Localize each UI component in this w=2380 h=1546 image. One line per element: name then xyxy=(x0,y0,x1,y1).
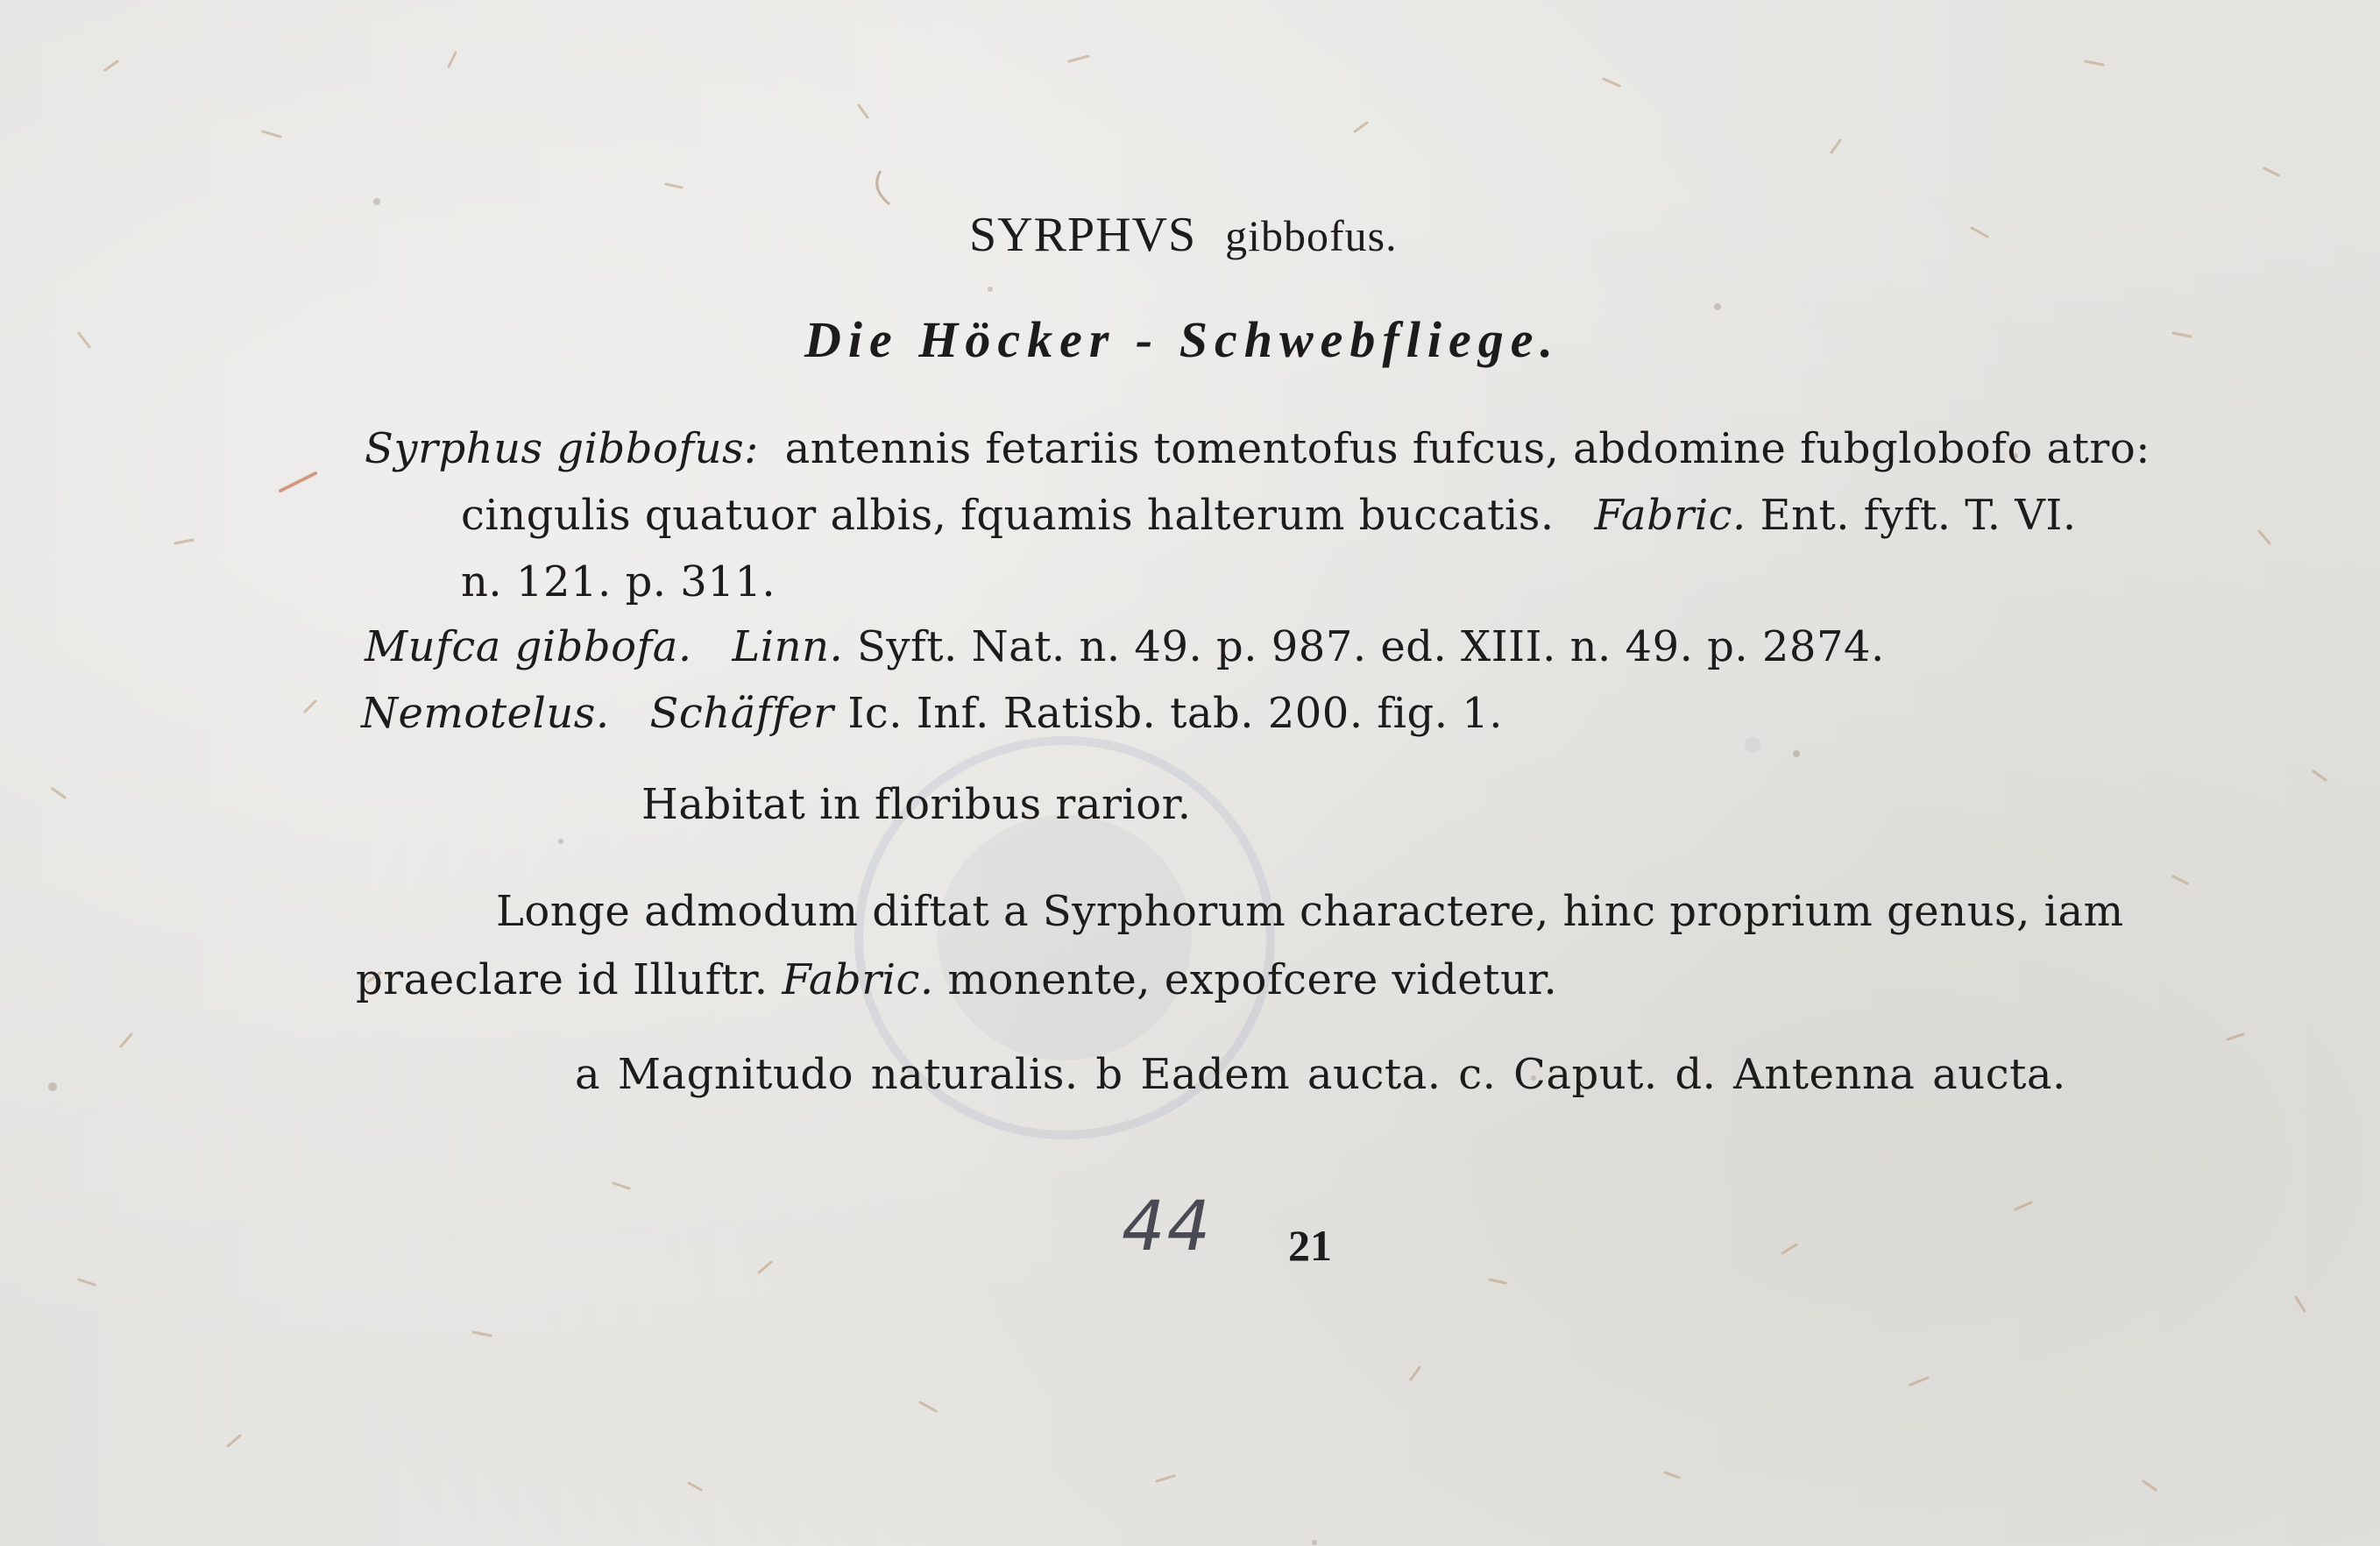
remark-text-2a: praeclare id Illuftr. xyxy=(356,955,769,1004)
description-text-1: antennis fetariis tomentofus fufcus, abdomine fubglobofo atro: xyxy=(784,424,2150,473)
species-name: Syrphus gibbofus: xyxy=(365,424,759,473)
remark-author: Fabric. xyxy=(782,955,934,1004)
description-text-2a: cingulis quatuor albis, fquamis halterum buccatis. xyxy=(461,491,1555,540)
author-fabricius: Fabric. xyxy=(1594,491,1746,540)
synonym-2 xyxy=(361,689,1503,738)
synonym-1-author: Linn. xyxy=(732,622,844,671)
description-line-2 xyxy=(461,491,2077,540)
library-stamp-center xyxy=(938,815,1192,1060)
description-line-3: n. 121. p. 311. xyxy=(461,557,776,606)
remark-text-2b: monente, expofcere videtur. xyxy=(947,955,1558,1004)
description-line-1 xyxy=(365,424,2150,473)
remark-line-2 xyxy=(356,955,1557,1004)
page-number: 21 xyxy=(1288,1221,1332,1270)
synonym-1-name: Mufca gibbofa. xyxy=(365,622,692,671)
handwritten-number: 44 xyxy=(1122,1188,1213,1266)
remark-line-1: Longe admodum diftat a Syrphorum charactere, hinc proprium genus, iam xyxy=(496,887,2124,936)
synonym-2-name: Nemotelus. xyxy=(361,689,610,738)
synonym-2-ref: Ic. Inf. Ratisb. tab. 200. fig. 1. xyxy=(847,689,1504,738)
synonym-1 xyxy=(365,622,1885,671)
synonym-2-author: Schäffer xyxy=(649,689,834,738)
description-text-2b: Ent. fyft. T. VI. xyxy=(1760,491,2077,540)
figure-legend: a Magnitudo naturalis. b Eadem aucta. c. Caput. d. Antenna aucta. xyxy=(575,1050,2066,1099)
title-species: gibbofus. xyxy=(1225,211,1398,260)
page-subtitle: Die Höcker - Schwebfliege. xyxy=(804,311,1560,368)
title-genus: SYRPHVS xyxy=(969,208,1197,262)
page-title xyxy=(969,210,1398,260)
habitat-line: Habitat in floribus rarior. xyxy=(641,780,1192,829)
synonym-1-ref: Syft. Nat. n. 49. p. 987. ed. XIII. n. 49. p. 2874. xyxy=(857,622,1885,671)
